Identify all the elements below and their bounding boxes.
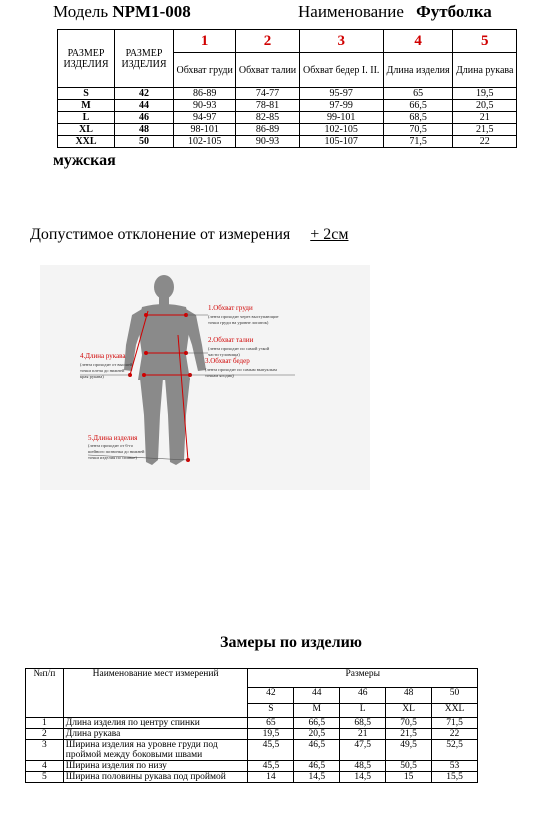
- column-header: Обхват талии: [236, 53, 299, 88]
- measure-title: Замеры по изделию: [220, 634, 363, 651]
- table-cell: 65: [248, 718, 294, 729]
- table-cell: 21,5: [386, 729, 432, 740]
- table-cell: Длина рукава: [63, 729, 248, 740]
- gender-label: мужская: [53, 152, 116, 169]
- table-cell: 71,5: [383, 136, 453, 148]
- label-note: (лента проходит по самой узкой: [208, 346, 270, 351]
- size-number: 46: [340, 688, 386, 704]
- model-prefix: Модель: [53, 2, 109, 21]
- table-cell: 50,5: [386, 761, 432, 772]
- label-note: шейного позвонка до нижней: [88, 449, 145, 454]
- table-cell: 14,5: [340, 772, 386, 783]
- label-title: 3.Обхват бедер: [205, 357, 250, 365]
- size-letter: XL: [386, 704, 432, 718]
- size-number: 48: [386, 688, 432, 704]
- table-cell: 42: [115, 88, 174, 100]
- table-cell: 74-77: [236, 88, 299, 100]
- table-cell: 44: [115, 100, 174, 112]
- table-row: [58, 112, 517, 124]
- table-cell: 22: [432, 729, 478, 740]
- size-letter: XXL: [432, 704, 478, 718]
- table-cell: 53: [432, 761, 478, 772]
- table-row: [26, 729, 478, 740]
- table-cell: 45,5: [248, 761, 294, 772]
- table-cell: 50: [115, 136, 174, 148]
- table-cell: 65: [383, 88, 453, 100]
- table-row: [58, 88, 517, 100]
- table-cell: 4: [26, 761, 64, 772]
- table-cell: 66,5: [383, 100, 453, 112]
- table-cell: 99-101: [299, 112, 383, 124]
- table-cell: S: [58, 88, 115, 100]
- table-cell: 15: [386, 772, 432, 783]
- table-cell: 1: [26, 718, 64, 729]
- table-cell: 105-107: [299, 136, 383, 148]
- column-number: 1: [174, 30, 236, 53]
- column-number: 3: [299, 30, 383, 53]
- table-row: [26, 772, 478, 783]
- label-note: (лента проходит от высшей: [80, 362, 133, 367]
- table-cell: 86-89: [236, 124, 299, 136]
- measurement-figure: [40, 265, 370, 490]
- table-cell: 90-93: [236, 136, 299, 148]
- col-sizes: Размеры: [248, 669, 478, 688]
- tolerance-value: + 2см: [310, 226, 349, 243]
- table-cell: 52,5: [432, 740, 478, 761]
- size-number: 50: [432, 688, 478, 704]
- table-cell: 48,5: [340, 761, 386, 772]
- label-note: точки изделия по спинке): [88, 455, 137, 460]
- table-cell: 90-93: [174, 100, 236, 112]
- label-note: части туловища): [208, 352, 240, 357]
- table-cell: 14,5: [294, 772, 340, 783]
- table-cell: XL: [58, 124, 115, 136]
- table-cell: 21,5: [453, 124, 517, 136]
- table-cell: 102-105: [174, 136, 236, 148]
- label-note: (лента проходит от 6-го: [88, 443, 134, 448]
- tolerance-note: [30, 226, 348, 244]
- table-cell: 86-89: [174, 88, 236, 100]
- table-cell: 66,5: [294, 718, 340, 729]
- table-cell: 5: [26, 772, 64, 783]
- table-cell: 46,5: [294, 761, 340, 772]
- table-row: [26, 761, 478, 772]
- col-name: Наименование мест измерений: [63, 669, 248, 718]
- table-cell: 22: [453, 136, 517, 148]
- table-cell: 20,5: [453, 100, 517, 112]
- table-cell: 95-97: [299, 88, 383, 100]
- table-cell: 102-105: [299, 124, 383, 136]
- table-cell: 15,5: [432, 772, 478, 783]
- table-cell: 49,5: [386, 740, 432, 761]
- size-letter: M: [294, 704, 340, 718]
- column-number: 5: [453, 30, 517, 53]
- label-note: (лента проходит по самым выпуклым: [205, 367, 277, 372]
- table-cell: M: [58, 100, 115, 112]
- column-number: 4: [383, 30, 453, 53]
- column-header: Обхват груди: [174, 53, 236, 88]
- table-cell: 2: [26, 729, 64, 740]
- name-prefix: Наименование: [298, 2, 404, 21]
- table-cell: 70,5: [383, 124, 453, 136]
- label-title: 2.Обхват талии: [208, 336, 254, 344]
- size-number: 44: [294, 688, 340, 704]
- table-row: [58, 124, 517, 136]
- table-cell: 45,5: [248, 740, 294, 761]
- table-cell: 19,5: [248, 729, 294, 740]
- column-header: Длина рукава: [453, 53, 517, 88]
- label-title: 4.Длина рукава: [80, 352, 126, 360]
- table-cell: 70,5: [386, 718, 432, 729]
- table-cell: 78-81: [236, 100, 299, 112]
- size-letter: S: [248, 704, 294, 718]
- measure-table: [25, 668, 478, 783]
- label-note: точки плеча до нижней: [80, 368, 125, 373]
- table-cell: Ширина изделия по низу: [63, 761, 248, 772]
- table-cell: 3: [26, 740, 64, 761]
- tolerance-text: Допустимое отклонение от измерения: [30, 226, 291, 243]
- size-letter: L: [340, 704, 386, 718]
- label-note: (лента проходит через выступающие: [208, 314, 279, 319]
- table-cell: Ширина половины рукава под проймой: [63, 772, 248, 783]
- table-cell: 19,5: [453, 88, 517, 100]
- table-cell: 20,5: [294, 729, 340, 740]
- table-cell: 82-85: [236, 112, 299, 124]
- table-cell: 46,5: [294, 740, 340, 761]
- column-header: Длина изделия: [383, 53, 453, 88]
- column-header: Обхват бедер I. II.: [299, 53, 383, 88]
- table-cell: 68,5: [383, 112, 453, 124]
- table-cell: 48: [115, 124, 174, 136]
- column-number: 2: [236, 30, 299, 53]
- size-number: 42: [248, 688, 294, 704]
- label-note: точки груди на уровне лопаток): [208, 320, 269, 325]
- table-row: [26, 718, 478, 729]
- table-cell: Ширина изделия на уровне груди под проймой между боковыми швами: [63, 740, 248, 761]
- size-header-1: РАЗМЕР ИЗДЕЛИЯ: [58, 30, 115, 88]
- size-table: [57, 29, 517, 148]
- label-note: края рукава): [80, 374, 104, 379]
- label-note: точкам ягодиц): [205, 373, 234, 378]
- table-cell: Длина изделия по центру спинки: [63, 718, 248, 729]
- table-row: [58, 100, 517, 112]
- table-cell: 21: [340, 729, 386, 740]
- label-title: 5.Длина изделия: [88, 434, 138, 442]
- table-cell: XXL: [58, 136, 115, 148]
- table-cell: L: [58, 112, 115, 124]
- table-cell: 71,5: [432, 718, 478, 729]
- col-no: №п/п: [26, 669, 64, 718]
- label-title: 1.Обхват груди: [208, 304, 253, 312]
- product-name: [298, 2, 492, 22]
- name-value: Футболка: [416, 2, 492, 21]
- model-code: NPM1-008: [112, 2, 191, 21]
- table-cell: 97-99: [299, 100, 383, 112]
- table-row: [26, 740, 478, 761]
- table-cell: 14: [248, 772, 294, 783]
- table-cell: 98-101: [174, 124, 236, 136]
- table-cell: 47,5: [340, 740, 386, 761]
- table-cell: 68,5: [340, 718, 386, 729]
- table-cell: 94-97: [174, 112, 236, 124]
- table-cell: 21: [453, 112, 517, 124]
- size-header-2: РАЗМЕР ИЗДЕЛИЯ: [115, 30, 174, 88]
- model-label: [53, 2, 191, 22]
- table-cell: 46: [115, 112, 174, 124]
- table-row: [58, 136, 517, 148]
